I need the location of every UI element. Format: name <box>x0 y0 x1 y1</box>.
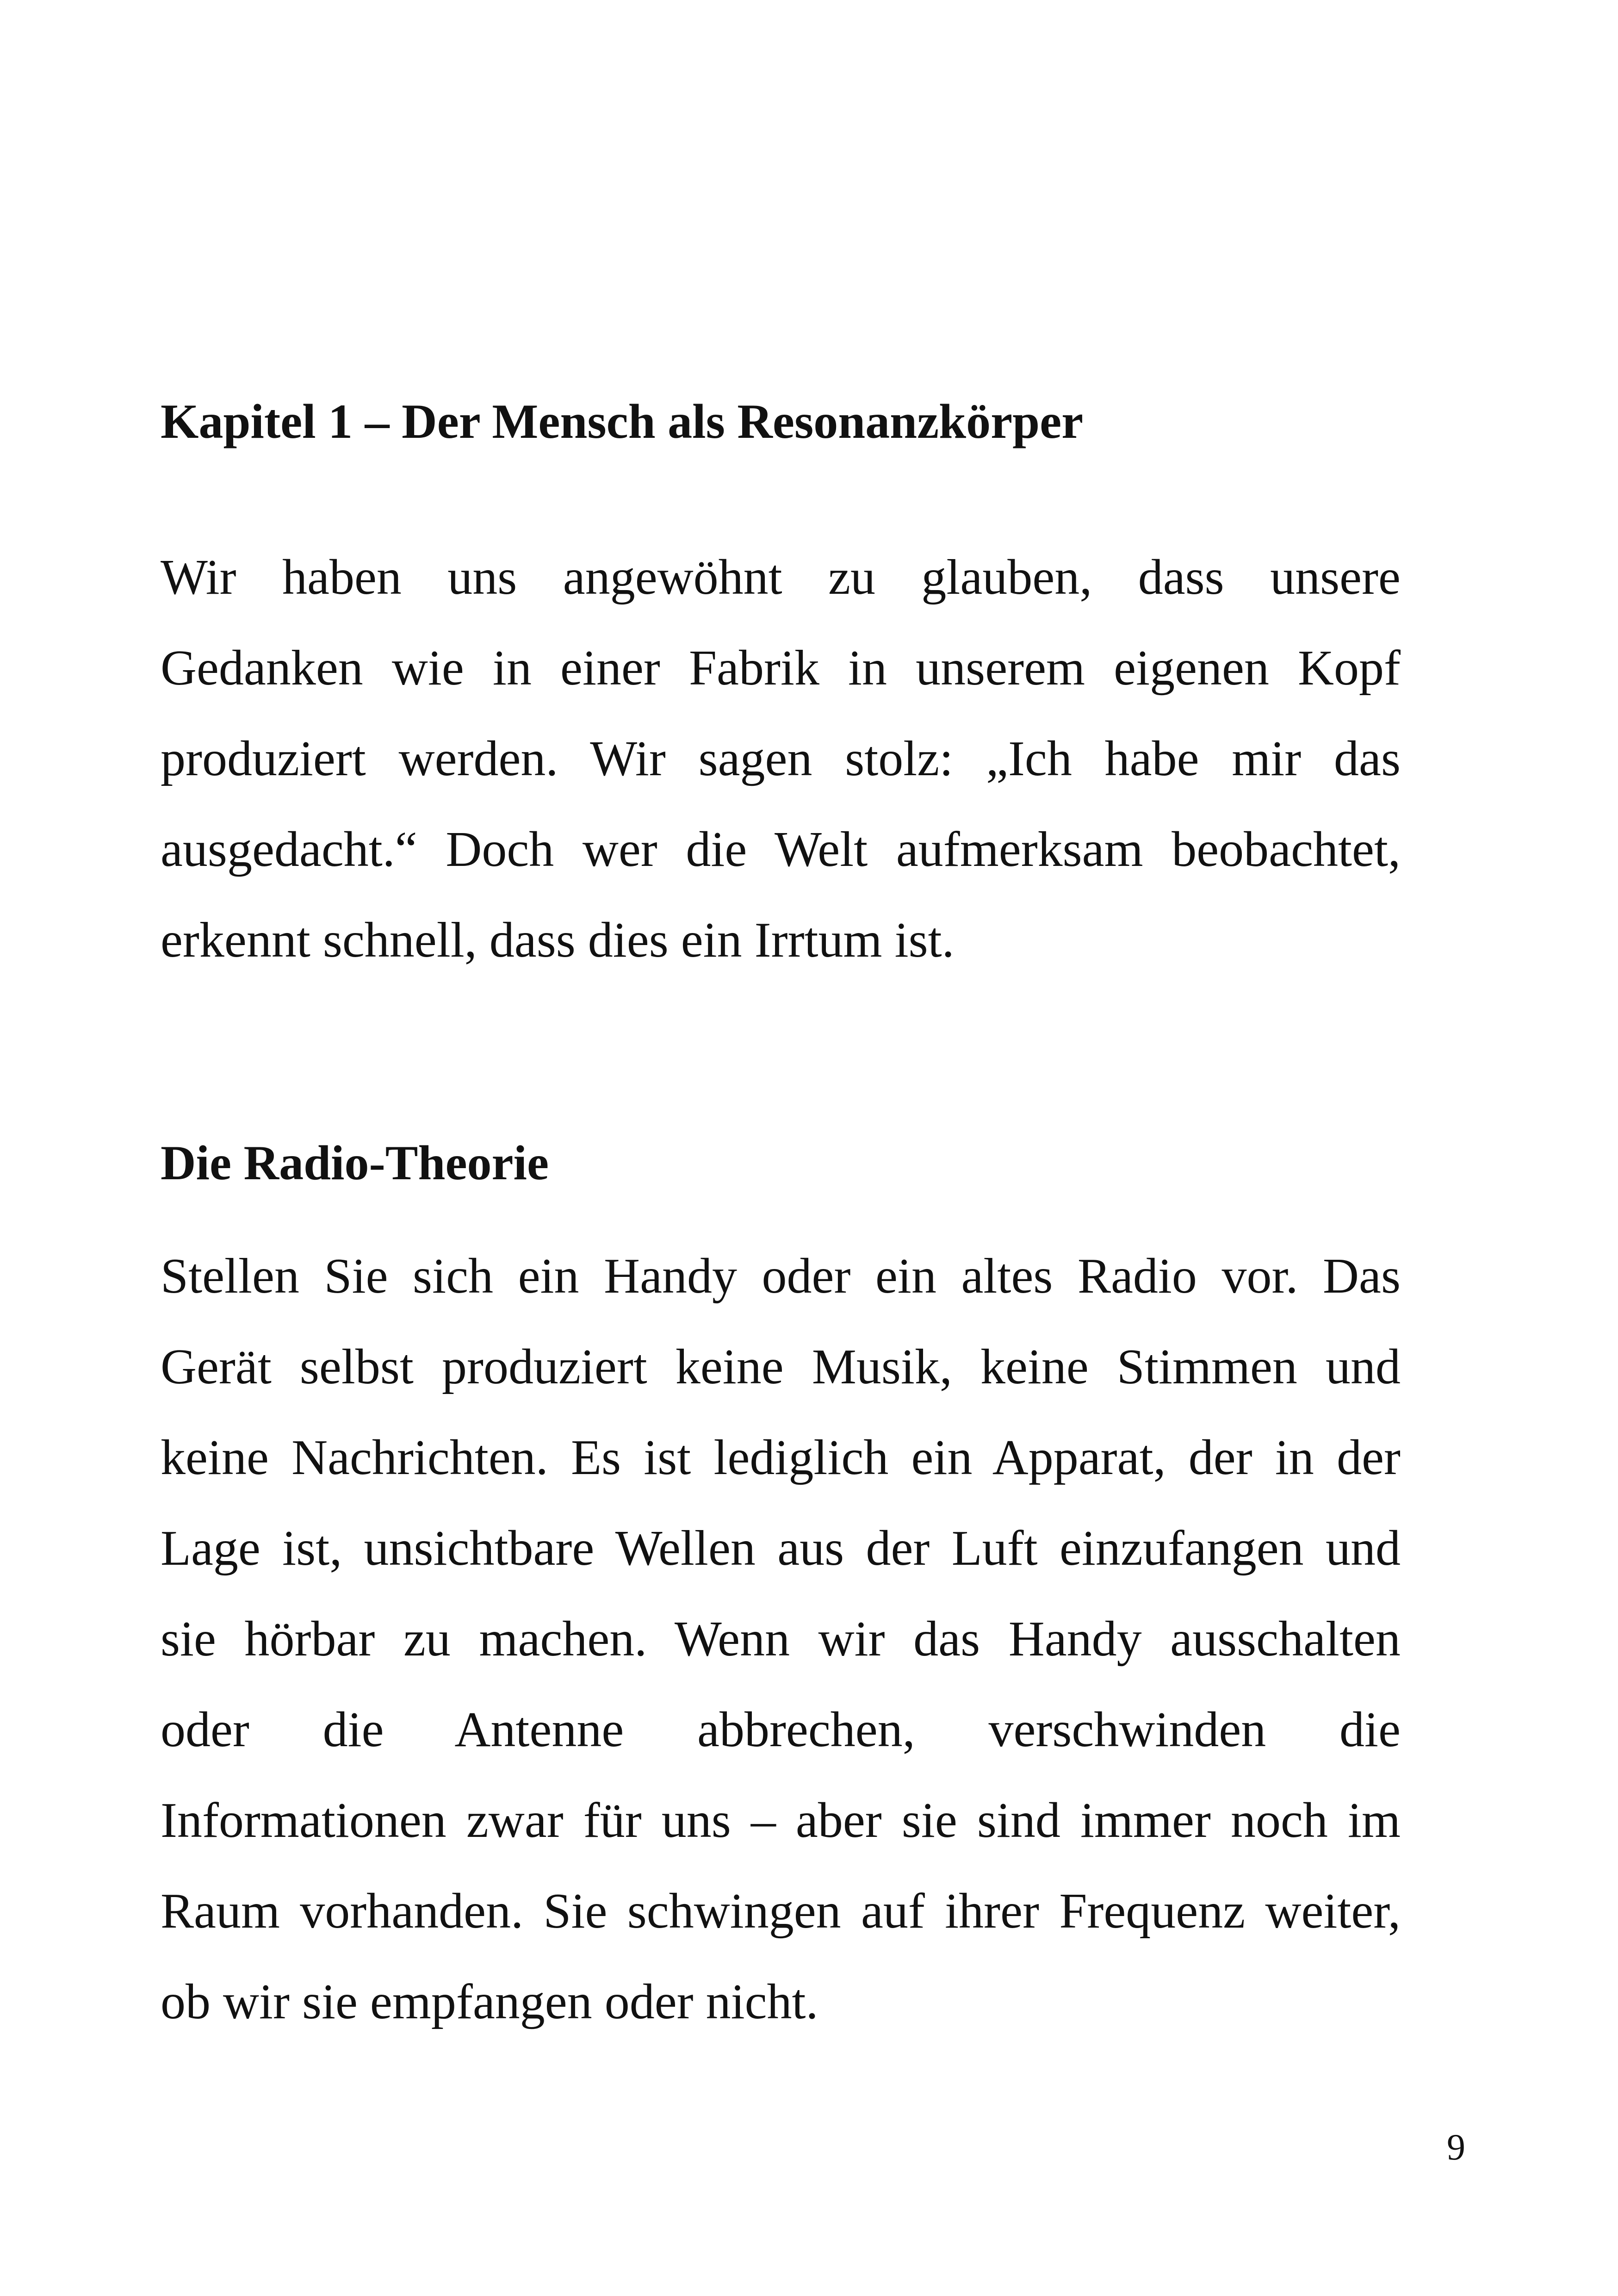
paragraph-line: erkennt schnell, dass dies ein Irrtum ist. <box>161 913 955 968</box>
paragraph-line: Gerät selbst produziert keine Musik, keine Stimmen und <box>161 1339 1401 1394</box>
paragraph-line: keine Nachrichten. Es ist lediglich ein Apparat, der in der <box>161 1430 1401 1485</box>
paragraph-line: Lage ist, unsichtbare Wellen aus der Luft einzufangen und <box>161 1521 1401 1576</box>
paragraph-line: ausgedacht.“ Doch wer die Welt aufmerksam beobachtet, <box>161 822 1401 877</box>
paragraph-line: Gedanken wie in einer Fabrik in unserem eigenen Kopf <box>161 641 1401 696</box>
paragraph-line: Raum vorhanden. Sie schwingen auf ihrer Frequenz weiter, <box>161 1884 1401 1939</box>
paragraph-line: oder die Antenne abbrechen, verschwinden die <box>161 1702 1401 1757</box>
paragraph-line: Wir haben uns angewöhnt zu glauben, dass unsere <box>161 550 1401 605</box>
paragraph-line: produziert werden. Wir sagen stolz: „Ich habe mir das <box>161 731 1401 786</box>
page-number: 9 <box>1447 2127 1465 2168</box>
paragraph-line: ob wir sie empfangen oder nicht. <box>161 1974 818 2029</box>
paragraph-line: Stellen Sie sich ein Handy oder ein altes Radio vor. Das <box>161 1249 1401 1304</box>
section-paragraph <box>161 1231 1401 2047</box>
chapter-intro-paragraph <box>161 532 1401 986</box>
paragraph-line: sie hörbar zu machen. Wenn wir das Handy ausschalten <box>161 1612 1401 1667</box>
section-title: Die Radio-Theorie <box>161 1136 549 1190</box>
paragraph-line: Informationen zwar für uns – aber sie sind immer noch im <box>161 1793 1401 1848</box>
chapter-title: Kapitel 1 – Der Mensch als Resonanzkörper <box>161 394 1084 448</box>
